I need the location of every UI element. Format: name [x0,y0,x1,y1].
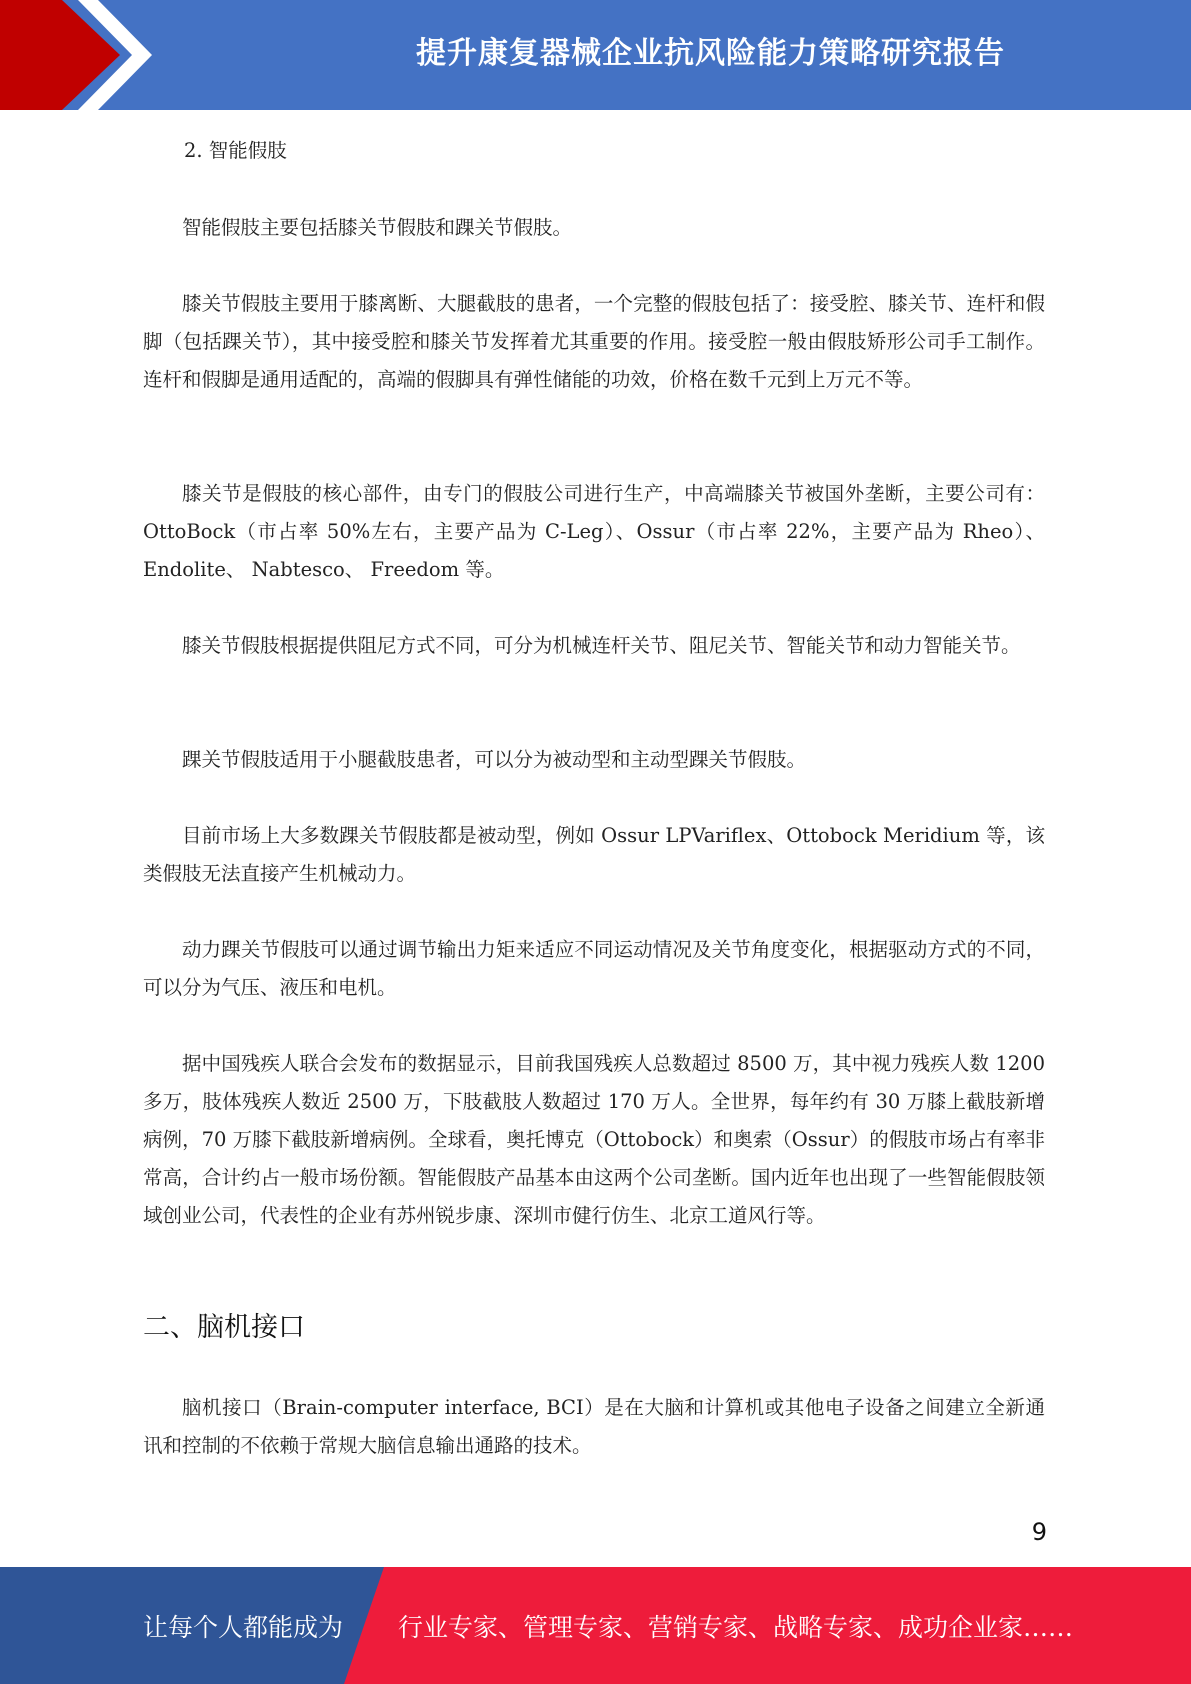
paragraph: 膝关节假肢主要用于膝离断、大腿截肢的患者，一个完整的假肢包括了：接受腔、膝关节、连杆和假脚（包括踝关节），其中接受腔和膝关节发挥着尤其重要的作用。接受腔一般由假肢矫形公司手工制作。连杆和假脚是通用适配的，高端的假脚具有弹性储能的功效，价格在数千元到上万元不等。 [143,292,1045,391]
paragraph: 踝关节假肢适用于小腿截肢患者，可以分为被动型和主动型踝关节假肢。 [182,748,807,771]
paragraph: 膝关节假肢根据提供阻尼方式不同，可分为机械连杆关节、阻尼关节、智能关节和动力智能关节。 [182,634,1021,657]
report-title: 提升康复器械企业抗风险能力策略研究报告 [416,36,1005,71]
footer-slogan-right: 行业专家、管理专家、营销专家、战略专家、成功企业家…… [398,1612,1074,1642]
footer-slogan-left: 让每个人都能成为 [143,1612,344,1642]
section-paragraph: 脑机接口（Brain-computer interface, BCI）是在大脑和计算机或其他电子设备之间建立全新通讯和控制的不依赖于常规大脑信息输出通路的技术。 [143,1396,1045,1457]
paragraph: 智能假肢主要包括膝关节假肢和踝关节假肢。 [182,216,573,239]
paragraph: 膝关节是假肢的核心部件，由专门的假肢公司进行生产，中高端膝关节被国外垄断，主要公司有：OttoBock（市占率 50%左右，主要产品为 C-Leg）、Ossur（市占率 22%，主要产品为 Rheo）、Endolite、 Nabtesco、 Freedom 等。 [143,482,1045,581]
paragraph: 动力踝关节假肢可以通过调节输出力矩来适应不同运动情况及关节角度变化，根据驱动方式的不同，可以分为气压、液压和电机。 [143,938,1045,999]
paragraph: 目前市场上大多数踝关节假肢都是被动型，例如 Ossur LPVariflex、Ottobock Meridium 等，该类假肢无法直接产生机械动力。 [143,824,1045,885]
page-number: 9 [1031,1518,1047,1546]
subheading: 2. 智能假肢 [184,139,287,162]
section-title: 二、脑机接口 [143,1312,305,1343]
page-header [0,0,1191,110]
paragraph: 据中国残疾人联合会发布的数据显示，目前我国残疾人总数超过 8500 万，其中视力残疾人数 1200 多万，肢体残疾人数近 2500 万，下肢截肢人数超过 170 万人。全世界，每年约有 30 万膝上截肢新增病例，70 万膝下截肢新增病例。全球看，奥托博克（Ottobock）和奥索（Ossur）的假肢市场占有率非常高，合计约占一般市场份额。智能假肢产品基本由这两个公司垄断。国内近年也出现了一些智能假肢领域创业公司，代表性的企业有苏州锐步康、深圳市健行仿生、北京工道风行等。 [143,1052,1045,1227]
page-footer [0,1567,1191,1684]
